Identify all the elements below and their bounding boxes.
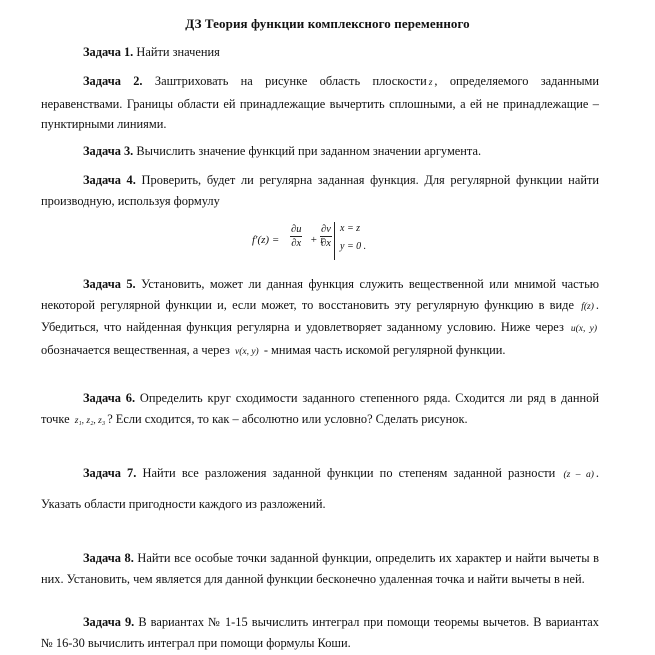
formula-plus-i: + i — [310, 234, 324, 246]
formula-cond-1: x = z — [340, 223, 361, 234]
task-9-text: В вариантах № 1-15 вычислить интеграл при помощи теоремы вычетов. В вариантах № 16-30 вычислить интеграл при помощи формулы Коши. — [41, 615, 599, 650]
task-4-text: Проверить, будет ли регулярна заданная функция. Для регулярной функции найти производную, используя формулу — [41, 173, 599, 208]
task-5-text-d: - мнимая часть искомой регулярной функции. — [263, 342, 506, 357]
formula-lhs: f′(z) = — [252, 234, 280, 246]
task-6-points: z₁, z₂, z₃ — [74, 415, 106, 426]
task-7-text-b: . Указать области пригодности каждого из разложений. — [41, 466, 599, 511]
task-6-text-a: Определить круг сходимости заданного степенного ряда. Сходится ли ряд в данной точке — [41, 391, 599, 426]
task-5-label: Задача 5. — [83, 277, 136, 291]
formula-cond-2: y = 0 . — [340, 241, 367, 252]
task-8 — [41, 548, 599, 589]
task-3 — [41, 141, 599, 162]
task-8-text: Найти все особые точки заданной функции, определить их характер и найти вычеты в них. Установить, чем является для данной функции бесконечно удаленная точка и найти вычеты в ней. — [41, 551, 599, 586]
formula-den-1: ∂x — [291, 238, 302, 249]
formula-num-1: ∂u — [291, 224, 302, 235]
task-2-text-b: , определяемого заданными неравенствами. Границы области ей принадлежащие вычертить сплошными, а ей не принадлежащие – пунктирными линиями. — [41, 74, 599, 131]
formula-evaluation-bar — [334, 222, 335, 260]
task-3-label: Задача 3. — [83, 144, 134, 158]
formula-fraction-1 — [290, 223, 302, 250]
task-5-uxy: u(x, y) — [570, 324, 597, 334]
task-7 — [41, 459, 599, 519]
task-5-fz: f(z) — [581, 301, 594, 312]
task-1-text: Найти значения — [136, 45, 220, 59]
derivative-formula — [252, 224, 402, 260]
task-4 — [41, 170, 599, 211]
task-2-text-a: Заштриховать на рисунке область плоскости — [154, 74, 427, 88]
task-9-label: Задача 9. — [83, 615, 135, 629]
task-5 — [41, 274, 599, 362]
task-6 — [41, 388, 599, 431]
task-7-label: Задача 7. — [83, 466, 137, 480]
task-5-vxy: v(x, y) — [234, 346, 259, 357]
task-7-diff: (z – a) — [563, 470, 594, 480]
task-5-text-b: . Убедиться, что найденная функция регулярна и удовлетворяет заданному условию. Ниже через — [41, 297, 599, 334]
formula-fraction-2 — [320, 223, 332, 250]
formula-num-2: ∂v — [321, 224, 331, 235]
task-3-text: Вычислить значение функций при заданном значении аргумента. — [136, 144, 482, 158]
task-5-text-c: обозначается вещественная, а через — [41, 342, 230, 357]
task-8-label: Задача 8. — [83, 551, 134, 565]
task-2-var: z — [428, 78, 433, 88]
task-1 — [41, 42, 599, 63]
task-6-label: Задача 6. — [83, 391, 136, 405]
formula-den-2: ∂x — [321, 238, 331, 249]
task-6-text-b: ? Если сходится, то как – абсолютно или условно? Сделать рисунок. — [107, 411, 468, 426]
task-5-text-a: Установить, может ли данная функция служить вещественной или мнимой частью некоторой регулярной функции и, если может, то восстановить эту регулярную функцию в виде — [41, 277, 599, 312]
task-7-text-a: Найти все разложения заданной функции по степеням заданной разности — [142, 466, 556, 480]
task-2 — [41, 71, 599, 135]
task-9 — [41, 612, 599, 653]
task-4-label: Задача 4. — [83, 173, 136, 187]
task-2-label: Задача 2. — [83, 74, 143, 88]
page-title: ДЗ Теория функции комплексного переменного — [185, 16, 470, 31]
task-1-label: Задача 1. — [83, 45, 134, 59]
